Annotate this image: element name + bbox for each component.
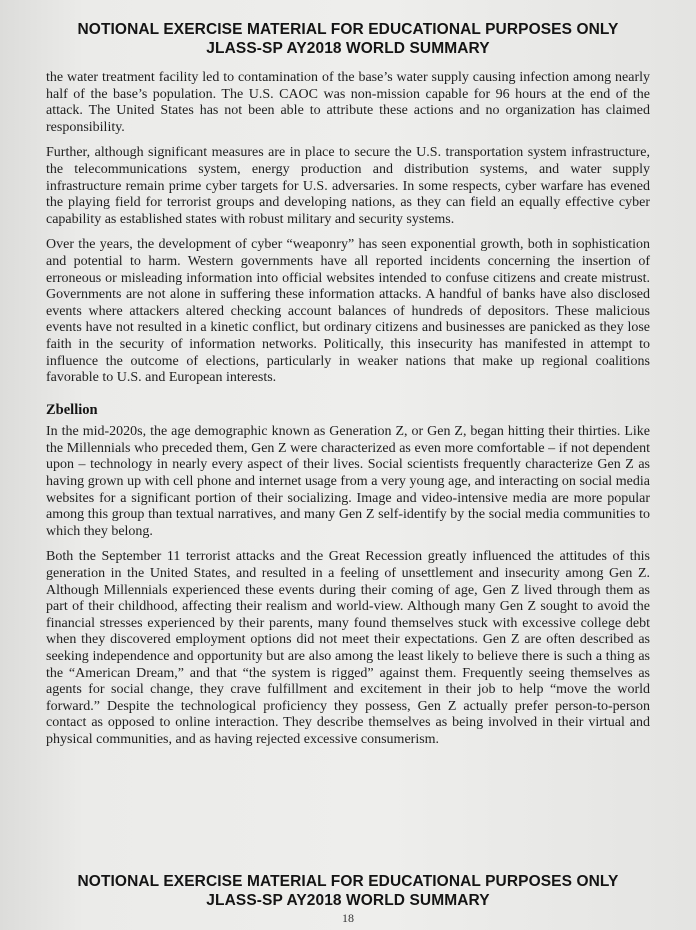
page-number: 18 — [342, 911, 354, 925]
paragraph: Both the September 11 terrorist attacks and the Great Recession greatly influenced the attitudes of this generation in the United States, and resulted in a feeling of unsettlement and insecurity among Gen Z. Although Millennials experienced these events during their coming of age, Gen Z lived through them as part of their childhood, affecting their realism and world-view. Although many Gen Z sought to avoid the financial stresses experienced by their parents, many found themselves stuck with excessive college debt when they discovered employment options did not meet their expectations. Gen Z are often described as seeking independence and opportunity but are also among the least likely to believe there is such a thing as the “American Dream,” and that “the system is rigged” against them. Frequently seeing themselves as agents for social change, they crave fulfillment and excitement in their job to help “move the world forward.” Despite the technological proficiency they possess, Gen Z actually prefer person-to-person contact as opposed to online interaction. They describe themselves as being involved in their virtual and physical communities, and as having rejected excessive consumerism. — [46, 549, 650, 747]
header-line-1: NOTIONAL EXERCISE MATERIAL FOR EDUCATIONAL PURPOSES ONLY — [77, 21, 619, 38]
paragraph: the water treatment facility led to contamination of the base’s water supply causing infection among nearly half of the base’s population. The U.S. CAOC was non-mission capable for 96 hours at the end of the attack. The United States has not been able to attribute these actions and no organization has claimed responsibility. — [46, 70, 650, 135]
section-heading: Zbellion — [46, 401, 98, 418]
paragraph: Further, although significant measures are in place to secure the U.S. transportation system infrastructure, the telecommunications system, energy production and distribution systems, and water supply infrastructure remain prime cyber targets for U.S. adversaries. In some respects, cyber warfare has evened the playing field for terrorist groups and developing nations, as they can field an equally effective cyber capability as established states with robust military and security systems. — [46, 145, 650, 227]
paragraph: Over the years, the development of cyber “weaponry” has seen exponential growth, both in sophistication and potential to harm. Western governments have all reported incidents concerning the insertion of erroneous or misleading information into official websites intended to confuse citizens and create mistrust. Governments are not alone in suffering these information attacks. A handful of banks have also disclosed events where attackers altered checking account balances of hundreds of depositors. These malicious events have not resulted in a kinetic conflict, but ordinary citizens and businesses are panicked as they lose faith in the security of information networks. Politically, this insecurity has manifested in attempt to influence the outcome of elections, particularly in weaker nations that make up regional coalitions favorable to U.S. and European interests. — [46, 237, 650, 386]
document-body — [46, 70, 650, 758]
classification-header — [0, 20, 696, 58]
paragraph: In the mid-2020s, the age demographic known as Generation Z, or Gen Z, began hitting their thirties. Like the Millennials who preceded them, Gen Z were characterized as even more comfortable – if not dependent upon – technology in nearly every aspect of their lives. Social scientists frequently characterize Gen Z as having grown up with cell phone and internet usage from a very young age, and interacting on social media websites for a significant portion of their socializing. Image and video-intensive media are more popular among this group than textual narratives, and many Gen Z self-identify by the social media communities to which they belong. — [46, 424, 650, 539]
header-line-2: JLASS-SP AY2018 WORLD SUMMARY — [206, 40, 490, 57]
footer-line-2: JLASS-SP AY2018 WORLD SUMMARY — [206, 892, 490, 909]
classification-footer — [0, 872, 696, 910]
footer-line-1: NOTIONAL EXERCISE MATERIAL FOR EDUCATIONAL PURPOSES ONLY — [77, 873, 619, 890]
